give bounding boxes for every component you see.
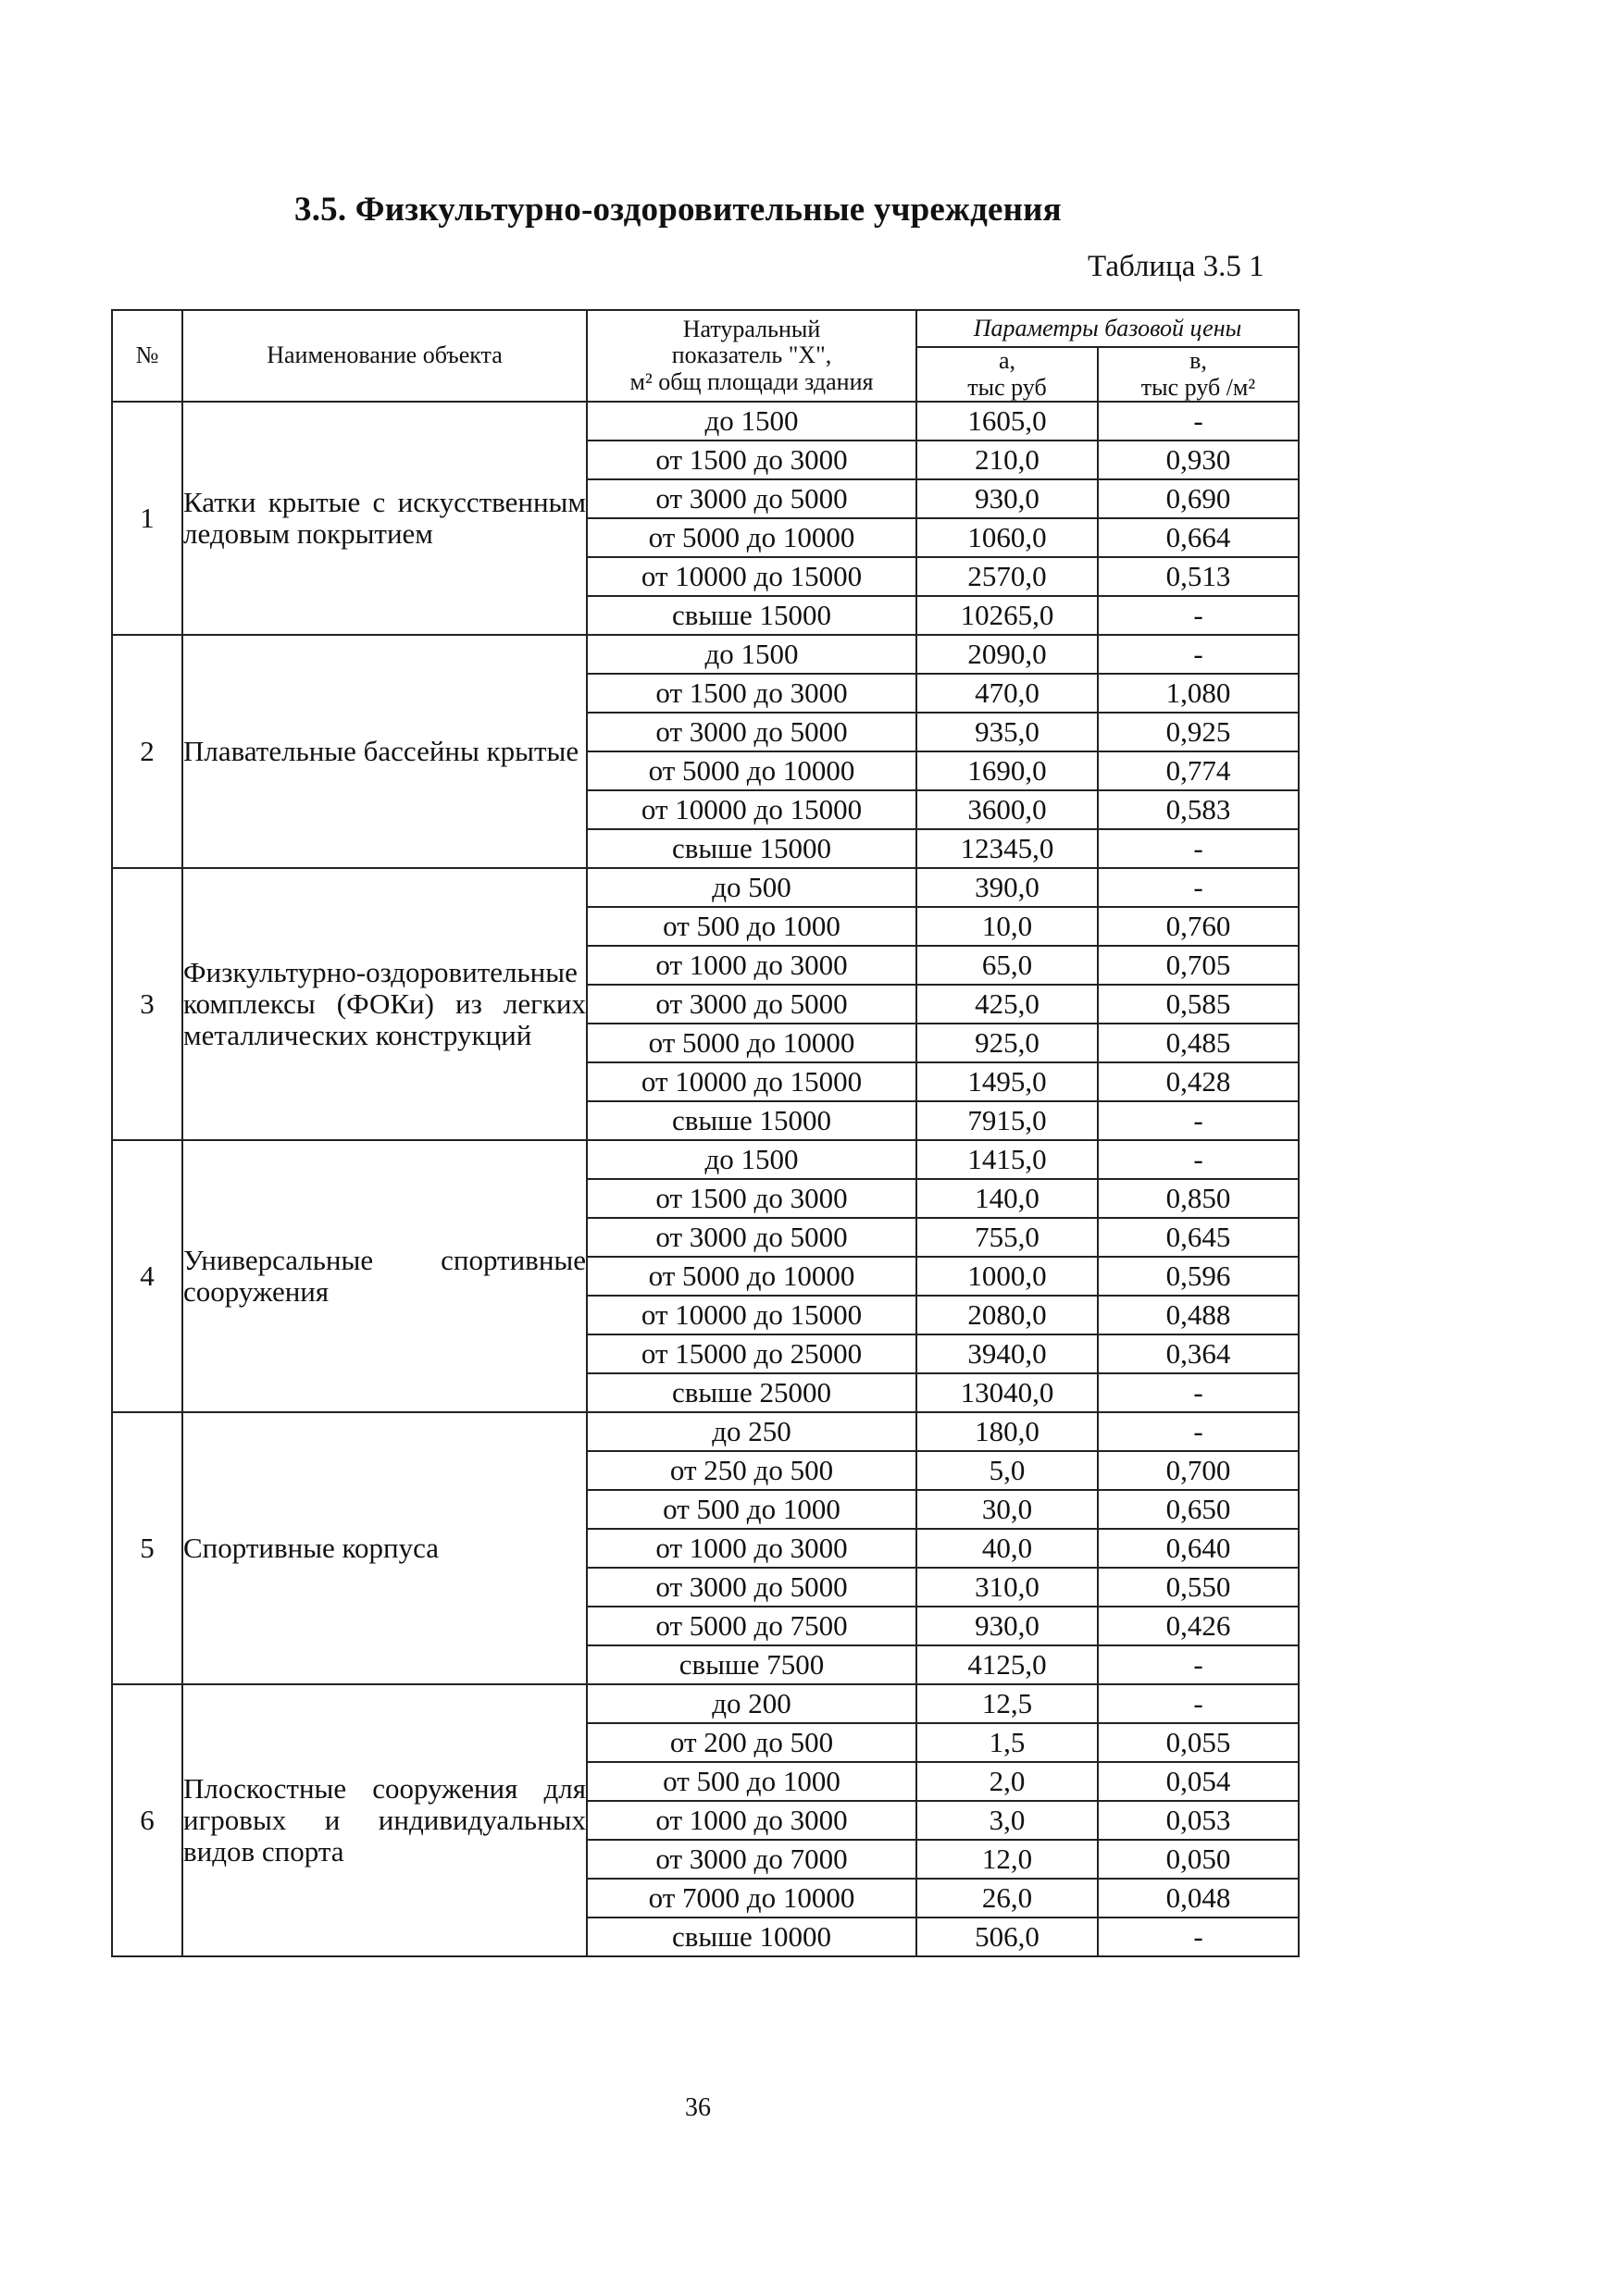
indicator-range: от 250 до 500 (587, 1451, 916, 1490)
param-a: 3,0 (916, 1801, 1098, 1840)
param-b: 0,485 (1098, 1024, 1299, 1062)
table-row (112, 402, 1299, 441)
row-number: 6 (112, 1684, 182, 1956)
row-number: 4 (112, 1140, 182, 1412)
indicator-range: до 1500 (587, 635, 916, 674)
param-b: 0,705 (1098, 946, 1299, 985)
param-b: 0,645 (1098, 1218, 1299, 1257)
param-b: 0,488 (1098, 1296, 1299, 1334)
indicator-range: от 7000 до 10000 (587, 1879, 916, 1917)
param-a: 930,0 (916, 479, 1098, 518)
param-a: 425,0 (916, 985, 1098, 1024)
param-b: - (1098, 402, 1299, 441)
param-b: - (1098, 829, 1299, 868)
param-b: - (1098, 596, 1299, 635)
param-b: 0,690 (1098, 479, 1299, 518)
page-number: 36 (685, 2093, 711, 2122)
param-a: 2080,0 (916, 1296, 1098, 1334)
indicator-range: от 3000 до 5000 (587, 1218, 916, 1257)
param-b: 0,585 (1098, 985, 1299, 1024)
param-b: 0,850 (1098, 1179, 1299, 1218)
row-number: 5 (112, 1412, 182, 1684)
row-number: 2 (112, 635, 182, 868)
indicator-range: от 200 до 500 (587, 1723, 916, 1762)
param-b: 0,930 (1098, 441, 1299, 479)
param-b: 0,550 (1098, 1568, 1299, 1607)
param-b: 0,048 (1098, 1879, 1299, 1917)
object-name: Плоскостные сооружения для игровых и индивидуальных видов спорта (182, 1684, 587, 1956)
indicator-range: от 5000 до 10000 (587, 518, 916, 557)
param-a: 12,5 (916, 1684, 1098, 1723)
header-params: Параметры базовой цены (916, 310, 1299, 347)
indicator-range: до 500 (587, 868, 916, 907)
param-a: 3600,0 (916, 790, 1098, 829)
param-b: 0,664 (1098, 518, 1299, 557)
indicator-range: от 5000 до 10000 (587, 751, 916, 790)
indicator-range: от 3000 до 5000 (587, 985, 916, 1024)
param-a: 935,0 (916, 713, 1098, 751)
param-a: 180,0 (916, 1412, 1098, 1451)
param-b: - (1098, 1684, 1299, 1723)
header-num: № (112, 310, 182, 402)
header-name: Наименование объекта (182, 310, 587, 402)
param-b: 0,053 (1098, 1801, 1299, 1840)
indicator-range: свыше 15000 (587, 596, 916, 635)
param-b: - (1098, 1101, 1299, 1140)
indicator-range: от 5000 до 10000 (587, 1024, 916, 1062)
param-b: 0,596 (1098, 1257, 1299, 1296)
indicator-range: свыше 15000 (587, 829, 916, 868)
object-name: Плавательные бассейны крытые (182, 635, 587, 868)
indicator-range: от 5000 до 10000 (587, 1257, 916, 1296)
header-a (916, 347, 1098, 402)
param-a: 65,0 (916, 946, 1098, 985)
param-b: 0,774 (1098, 751, 1299, 790)
param-a: 1605,0 (916, 402, 1098, 441)
param-a: 1060,0 (916, 518, 1098, 557)
table-caption: Таблица 3.5 1 (1088, 250, 1264, 283)
header-b-line: тыс руб /м² (1140, 373, 1256, 401)
table-row (112, 635, 1299, 674)
param-a: 310,0 (916, 1568, 1098, 1607)
indicator-range: от 1000 до 3000 (587, 946, 916, 985)
indicator-range: от 1000 до 3000 (587, 1529, 916, 1568)
object-name: Катки крытые с искусственным ледовым покрытием (182, 402, 587, 635)
param-b: 0,050 (1098, 1840, 1299, 1879)
param-a: 10,0 (916, 907, 1098, 946)
header-indicator-line: м² общ площади здания (629, 367, 874, 395)
param-a: 506,0 (916, 1917, 1098, 1956)
indicator-range: от 1500 до 3000 (587, 1179, 916, 1218)
indicator-range: от 1000 до 3000 (587, 1801, 916, 1840)
object-name: Физкультурно-оздоровительные комплексы (ФОКи) из легких металлических конструкций (182, 868, 587, 1140)
param-a: 755,0 (916, 1218, 1098, 1257)
indicator-range: от 5000 до 7500 (587, 1607, 916, 1645)
param-a: 10265,0 (916, 596, 1098, 635)
param-a: 1690,0 (916, 751, 1098, 790)
row-number: 1 (112, 402, 182, 635)
param-b: - (1098, 868, 1299, 907)
header-row (112, 310, 1299, 347)
param-b: 0,055 (1098, 1723, 1299, 1762)
param-a: 1415,0 (916, 1140, 1098, 1179)
header-indicator-line: Натуральный (682, 315, 821, 342)
table-row (112, 868, 1299, 907)
section-title: 3.5. Физкультурно-оздоровительные учреждения (294, 191, 1062, 229)
param-a: 30,0 (916, 1490, 1098, 1529)
header-indicator (587, 310, 916, 402)
table-row (112, 1412, 1299, 1451)
param-a: 1,5 (916, 1723, 1098, 1762)
object-name: Универсальные спортивные сооружения (182, 1140, 587, 1412)
indicator-range: от 3000 до 5000 (587, 713, 916, 751)
indicator-range: от 1500 до 3000 (587, 674, 916, 713)
indicator-range: от 10000 до 15000 (587, 1062, 916, 1101)
indicator-range: свыше 10000 (587, 1917, 916, 1956)
indicator-range: от 10000 до 15000 (587, 1296, 916, 1334)
param-a: 4125,0 (916, 1645, 1098, 1684)
indicator-range: от 15000 до 25000 (587, 1334, 916, 1373)
param-a: 1495,0 (916, 1062, 1098, 1101)
table-row (112, 1684, 1299, 1723)
param-b: - (1098, 1140, 1299, 1179)
param-b: 0,426 (1098, 1607, 1299, 1645)
param-a: 5,0 (916, 1451, 1098, 1490)
param-a: 2090,0 (916, 635, 1098, 674)
param-a: 930,0 (916, 1607, 1098, 1645)
param-a: 1000,0 (916, 1257, 1098, 1296)
param-b: - (1098, 635, 1299, 674)
param-b: 0,583 (1098, 790, 1299, 829)
param-a: 12,0 (916, 1840, 1098, 1879)
param-a: 390,0 (916, 868, 1098, 907)
indicator-range: от 3000 до 5000 (587, 479, 916, 518)
param-a: 2570,0 (916, 557, 1098, 596)
param-a: 26,0 (916, 1879, 1098, 1917)
param-b: 0,650 (1098, 1490, 1299, 1529)
indicator-range: до 1500 (587, 1140, 916, 1179)
param-b: - (1098, 1373, 1299, 1412)
param-b: - (1098, 1645, 1299, 1684)
param-b: 0,428 (1098, 1062, 1299, 1101)
param-a: 12345,0 (916, 829, 1098, 868)
object-name: Спортивные корпуса (182, 1412, 587, 1684)
indicator-range: до 200 (587, 1684, 916, 1723)
base-price-table (111, 309, 1300, 1957)
indicator-range: от 3000 до 7000 (587, 1840, 916, 1879)
param-b: 0,364 (1098, 1334, 1299, 1373)
param-b: 0,925 (1098, 713, 1299, 751)
param-b: 0,700 (1098, 1451, 1299, 1490)
indicator-range: свыше 25000 (587, 1373, 916, 1412)
indicator-range: до 250 (587, 1412, 916, 1451)
indicator-range: свыше 15000 (587, 1101, 916, 1140)
param-b: 0,513 (1098, 557, 1299, 596)
header-b-line: в, (1189, 347, 1207, 374)
param-b: - (1098, 1917, 1299, 1956)
param-a: 2,0 (916, 1762, 1098, 1801)
indicator-range: от 10000 до 15000 (587, 557, 916, 596)
indicator-range: от 3000 до 5000 (587, 1568, 916, 1607)
row-number: 3 (112, 868, 182, 1140)
param-b: 0,760 (1098, 907, 1299, 946)
header-indicator-line: показатель "Х", (671, 341, 832, 369)
indicator-range: от 500 до 1000 (587, 1762, 916, 1801)
param-a: 13040,0 (916, 1373, 1098, 1412)
header-a-line: тыс руб (967, 373, 1047, 401)
param-a: 7915,0 (916, 1101, 1098, 1140)
header-a-line: а, (998, 347, 1016, 374)
param-a: 40,0 (916, 1529, 1098, 1568)
param-b: 0,640 (1098, 1529, 1299, 1568)
param-b: 1,080 (1098, 674, 1299, 713)
header-b (1098, 347, 1299, 402)
param-a: 3940,0 (916, 1334, 1098, 1373)
indicator-range: от 500 до 1000 (587, 907, 916, 946)
param-a: 470,0 (916, 674, 1098, 713)
indicator-range: до 1500 (587, 402, 916, 441)
table-row (112, 1140, 1299, 1179)
param-a: 925,0 (916, 1024, 1098, 1062)
param-a: 140,0 (916, 1179, 1098, 1218)
indicator-range: от 1500 до 3000 (587, 441, 916, 479)
param-b: 0,054 (1098, 1762, 1299, 1801)
param-a: 210,0 (916, 441, 1098, 479)
indicator-range: от 10000 до 15000 (587, 790, 916, 829)
indicator-range: от 500 до 1000 (587, 1490, 916, 1529)
param-b: - (1098, 1412, 1299, 1451)
indicator-range: свыше 7500 (587, 1645, 916, 1684)
